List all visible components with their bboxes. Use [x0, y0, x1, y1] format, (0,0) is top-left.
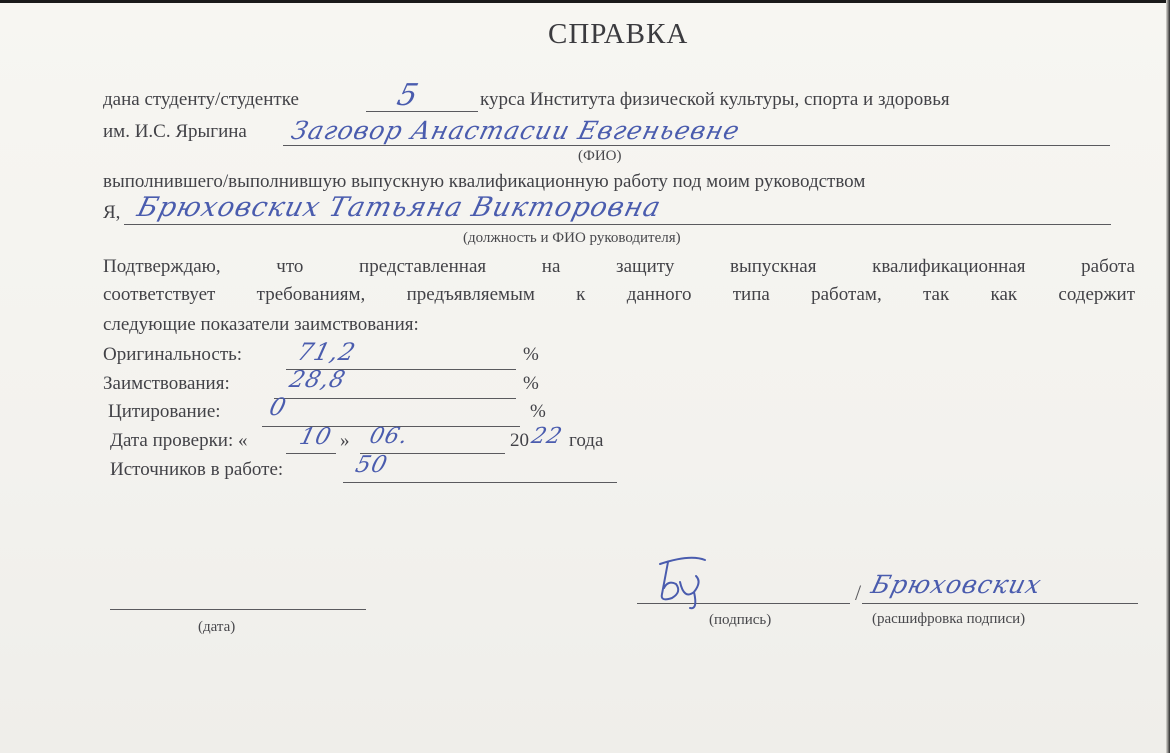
supervisor-underline	[124, 224, 1111, 225]
document-title: СПРАВКА	[548, 18, 689, 50]
completed-work-label: выполнившего/выполнившую выпускную квалификационную работу под моим руководством	[103, 171, 866, 192]
citation-label: Цитирование:	[108, 401, 221, 422]
borrowing-label: Заимствования:	[103, 373, 230, 394]
image-right-edge	[1166, 0, 1170, 753]
sources-value: 50	[352, 452, 391, 478]
citation-value: 0	[266, 393, 290, 421]
borrowing-value: 28,8	[286, 367, 349, 393]
sources-label: Источников в работе:	[110, 459, 284, 480]
supervisor-caption: (должность и ФИО руководителя)	[463, 230, 681, 246]
check-date-quote-close: »	[340, 430, 350, 451]
check-day-value: 10	[296, 424, 335, 450]
originality-label: Оригинальность:	[103, 344, 243, 365]
check-month-value: 06.	[366, 424, 412, 449]
date-caption: (дата)	[198, 619, 236, 635]
borrowing-percent: %	[523, 373, 539, 394]
confirmation-text-line-2: соответствует требованиям, предъявляемым к данного типа работам, так как содержит	[103, 284, 1135, 305]
date-signature-underline	[110, 609, 366, 610]
signature-decoding-value: Брюховских	[868, 570, 1045, 599]
confirmation-text-line-1: Подтверждаю, что представленная на защиту выпускная квалификационная работа	[103, 256, 1135, 277]
signature-caption: (подпись)	[709, 612, 772, 628]
issued-to-label: дана студенту/студентке	[103, 89, 299, 110]
check-year-value: 22	[528, 424, 566, 449]
image-top-edge	[0, 0, 1170, 3]
sources-underline	[343, 482, 617, 483]
confirmation-text-line-3: следующие показатели заимствования:	[103, 314, 419, 335]
supervisor-i-label: Я,	[103, 202, 121, 223]
check-day-underline	[286, 453, 336, 454]
check-year-suffix: года	[569, 430, 604, 451]
signature-separator: /	[855, 580, 862, 605]
institute-label: курса Института физической культуры, спорта и здоровья	[480, 89, 950, 110]
course-underline	[366, 111, 478, 112]
fio-caption: (ФИО)	[578, 148, 622, 164]
check-year-prefix: 20	[510, 430, 529, 451]
student-name-value: Заговор Анастасии Евгеньевне	[288, 116, 744, 145]
borrowing-underline	[274, 398, 516, 399]
course-value: 5	[393, 78, 423, 113]
university-label: им. И.С. Ярыгина	[103, 121, 247, 142]
student-name-underline	[283, 145, 1110, 146]
supervisor-name-value: Брюховских Татьяна Викторовна	[134, 192, 665, 223]
originality-value: 71,2	[294, 338, 359, 366]
handwritten-signature	[650, 552, 720, 612]
citation-percent: %	[530, 401, 546, 422]
originality-percent: %	[523, 344, 539, 365]
check-date-label: Дата проверки: «	[110, 430, 248, 451]
decoding-underline	[862, 603, 1138, 604]
decoding-caption: (расшифровка подписи)	[872, 611, 1026, 627]
